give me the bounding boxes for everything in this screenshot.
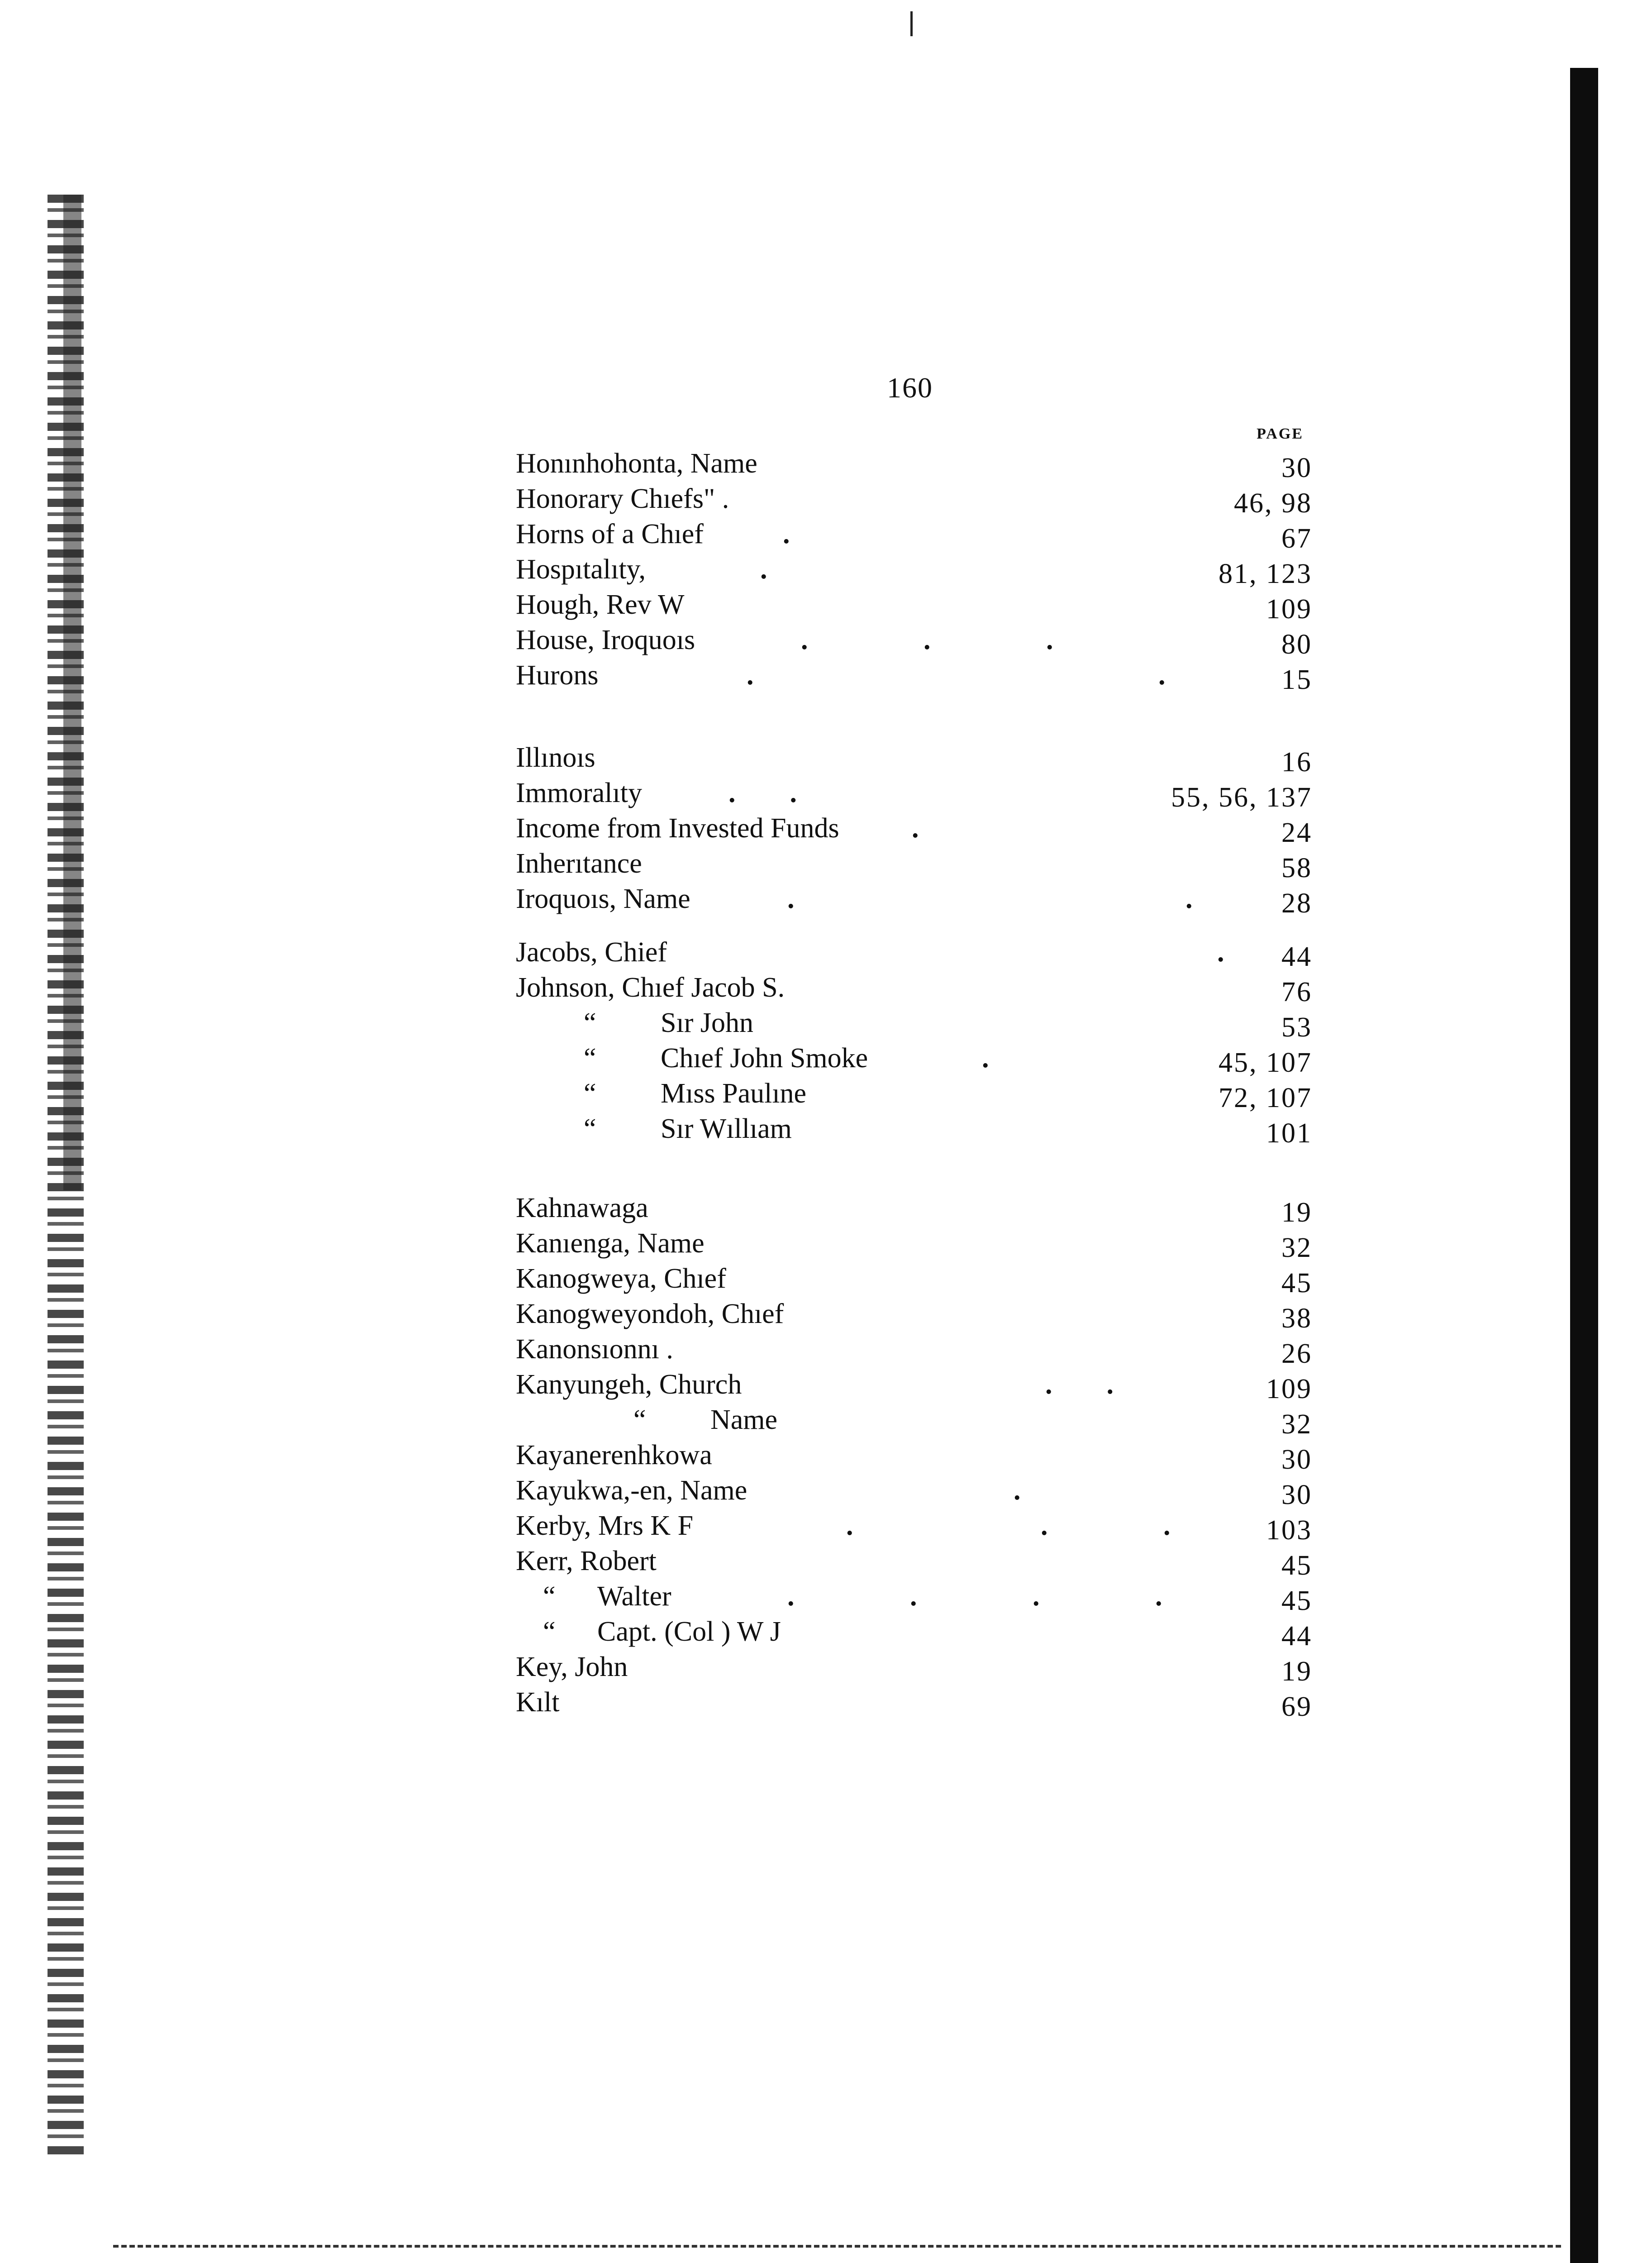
ditto-mark: “ [543,1581,556,1612]
leader-dots: . [760,554,822,585]
index-entry [516,1041,1312,1076]
index-entry [516,1076,1312,1111]
page-number: 160 [887,372,933,404]
entry-name: Horns of a Chıef [516,519,704,549]
entry-name: Kahnawaga [516,1193,648,1223]
entry-name: Kanıenga, Name [516,1228,705,1259]
index-entry [516,1579,1312,1614]
entry-name: House, Iroquoıs [516,625,695,655]
entry-pages: 15 [1281,664,1312,695]
entry-pages: 72, 107 [1219,1083,1312,1113]
entry-pages: 103 [1266,1515,1312,1546]
index-group-h [516,446,1312,693]
leader-dots: . [1014,1475,1075,1506]
entry-pages: 16 [1281,747,1312,778]
entry-pages: 81, 123 [1219,559,1312,589]
leader-dots: .. [728,778,851,808]
entry-pages: 45 [1281,1268,1312,1299]
entry-name: Immoralıty [516,778,642,808]
entry-name: “ Sır John [584,1005,753,1041]
entry-name: “ Chıef John Smoke [584,1041,868,1076]
leader-dots: . [1185,883,1247,914]
entry-pages: 55, 56, 137 [1171,782,1312,813]
index-entry [516,658,1312,693]
entry-pages: 32 [1281,1232,1312,1263]
index-entry [516,935,1312,970]
index-group-j [516,935,1312,1149]
index-entry [516,881,1312,917]
scan-edge-bottom [113,2245,1561,2248]
index-entry [516,1614,1312,1652]
index-entry [516,1261,1312,1299]
entry-pages: 58 [1281,853,1312,883]
ditto-mark: “ [584,1007,596,1038]
leader-dots: . . . [801,625,1108,655]
index-entry [516,516,1312,552]
index-entry [516,622,1312,658]
entry-name: Kanogweyondoh, Chıef [516,1299,784,1329]
leader-dots: . [982,1043,1043,1074]
index-entry [516,1685,1312,1720]
entry-name: “ Name [633,1402,777,1437]
entry-name: “ Mıss Paulıne [584,1076,806,1111]
entry-name: “ Capt. (Col ) W J [543,1614,781,1649]
entry-name: Kerr, Robert [516,1546,657,1576]
index-entry [516,1649,1312,1685]
index-entry [516,970,1312,1005]
entry-pages: 44 [1281,1621,1312,1652]
index-entry [516,1005,1312,1041]
entry-name: Kanogweya, Chıef [516,1263,726,1294]
entry-pages: 30 [1281,453,1312,483]
index-entry [516,1111,1312,1149]
entry-pages: 109 [1266,1374,1312,1404]
entry-pages: 30 [1281,1480,1312,1510]
entry-name: Income from Invested Funds [516,813,839,844]
index-entry [516,1296,1312,1332]
index-entry [516,775,1312,811]
entry-name: Kerby, Mrs K F [516,1510,694,1541]
index-entry [516,1543,1312,1579]
leader-dots: . [783,519,844,549]
index-entry [516,811,1312,846]
entry-pages: 19 [1281,1656,1312,1687]
entry-pages: 109 [1266,594,1312,625]
entry-name: Illınoıs [516,742,595,773]
entry-pages: 69 [1281,1691,1312,1722]
leader-dots: .. [1045,1369,1168,1400]
leader-dots: . [1158,660,1220,691]
entry-name: Key, John [516,1652,628,1682]
index-entry [516,1226,1312,1261]
index-entry [516,1190,1312,1226]
entry-pages: 30 [1281,1444,1312,1475]
entry-name: Honorary Chıefs" . [516,483,729,514]
entry-name: Hurons [516,660,599,691]
index-entry [516,552,1312,587]
index-entry [516,1332,1312,1367]
entry-name: Hough, Rev W [516,589,685,620]
entry-pages: 45 [1281,1550,1312,1581]
entry-name: Hospıtalıty, [516,554,646,585]
leader-dots: . [787,883,849,914]
scan-edge-left-dark [63,195,81,1190]
leader-dots: . . . . [787,1581,1217,1612]
scan-edge-right [1570,68,1598,2263]
index-entry [516,846,1312,881]
index-entry [516,1402,1312,1440]
entry-pages: 45, 107 [1219,1047,1312,1078]
entry-name: Inherıtance [516,848,642,879]
ditto-mark: “ [584,1078,596,1109]
entry-pages: 53 [1281,1012,1312,1043]
entry-pages: 19 [1281,1197,1312,1228]
scan-mark-top [910,11,913,36]
index-group-k [516,1190,1312,1720]
entry-name: Kanyungeh, Church [516,1369,742,1400]
index-entry [516,1508,1312,1546]
index-group-i [516,740,1312,917]
entry-pages: 38 [1281,1303,1312,1334]
leader-dots: . [747,660,808,691]
ditto-mark: “ [584,1043,596,1074]
entry-name: “ Walter [543,1579,671,1614]
entry-name: Iroquoıs, Name [516,883,690,914]
entry-pages: 67 [1281,523,1312,554]
index-entry [516,1437,1312,1473]
entry-name: Jacobs, Chief [516,937,667,968]
index-entry [516,587,1312,625]
entry-pages: 24 [1281,817,1312,848]
entry-pages: 45 [1281,1585,1312,1616]
entry-name: “ Sır Wıllıam [584,1111,792,1146]
entry-pages: 46, 98 [1234,488,1312,519]
entry-pages: 26 [1281,1338,1312,1369]
ditto-mark: “ [584,1113,596,1144]
index-entry [516,740,1312,778]
entry-name: Johnson, Chıef Jacob S. [516,972,785,1003]
entry-name: Kayanerenhkowa [516,1440,712,1470]
leader-dots: . [912,813,973,844]
entry-name: Honınhohonta, Name [516,448,757,479]
entry-name: Kayukwa,-en, Name [516,1475,747,1506]
leader-dots: . [1217,937,1279,968]
index-entry [516,1367,1312,1402]
leader-dots: . [846,1510,908,1541]
entry-pages: 101 [1266,1118,1312,1149]
page-column-header: PAGE [1257,425,1304,442]
index-entry [516,1473,1312,1508]
entry-name: Kanonsıonnı . [516,1334,673,1365]
index-entry [516,446,1312,481]
entry-pages: 28 [1281,888,1312,919]
ditto-mark: “ [543,1616,556,1647]
leader-dots: . . [1041,1510,1225,1541]
entry-pages: 76 [1281,977,1312,1007]
ditto-mark: “ [633,1404,646,1435]
entry-pages: 32 [1281,1409,1312,1440]
index-entry [516,481,1312,519]
entry-pages: 44 [1281,941,1312,972]
entry-pages: 80 [1281,629,1312,660]
entry-name: Kılt [516,1687,560,1718]
